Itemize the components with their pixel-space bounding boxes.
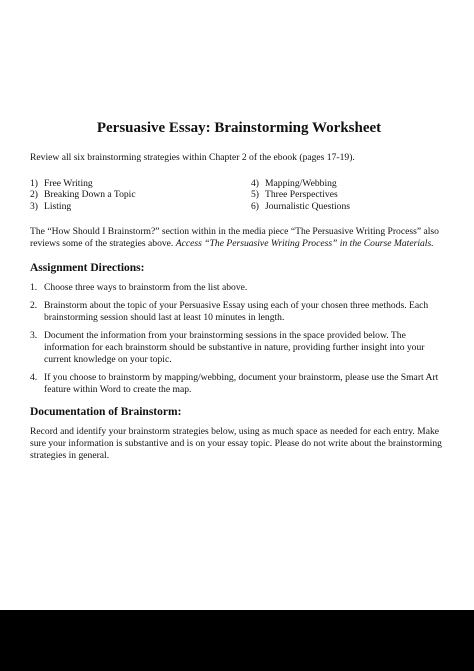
strategy-number: 2) [30, 189, 38, 201]
strategy-number: 5) [251, 189, 259, 201]
documentation-heading: Documentation of Brainstorm: [30, 405, 182, 418]
assignment-heading: Assignment Directions: [30, 261, 145, 274]
strategy-number: 1) [30, 178, 38, 189]
assignment-item [30, 330, 448, 366]
strategy-item [251, 178, 441, 189]
strategy-list [30, 178, 448, 212]
strategy-column-left [30, 178, 251, 212]
assignment-item [30, 300, 448, 324]
strategy-label: Listing [44, 200, 72, 212]
assignment-list [30, 282, 448, 396]
media-paragraph-text: The “How Should I Brainstorm?” section within in the media piece “The Persuasive Writing Process” also reviews some of the strategies above. [30, 225, 439, 249]
assignment-number: 1. [30, 281, 38, 293]
page-title: Persuasive Essay: Brainstorming Worksheet [96, 120, 382, 136]
strategy-item [30, 189, 251, 200]
strategy-item [30, 201, 251, 212]
assignment-number: 2. [30, 299, 38, 311]
strategy-label: Journalistic Questions [265, 200, 351, 212]
strategy-item [30, 178, 251, 189]
strategy-label: Three Perspectives [265, 189, 338, 201]
strategy-number: 3) [30, 200, 38, 212]
assignment-text: Brainstorm about the topic of your Persuasive Essay using each of your chosen three methods. Each brainstorming session should last at least 10 minutes in length. [44, 299, 429, 323]
documentation-text: Record and identify your brainstorm strategies below, using as much space as needed for each entry. Make sure your information is substantive and is on your essay topic. Please do not write about the brainstorming strategies in general. [30, 425, 442, 461]
document-content [30, 120, 448, 462]
assignment-item [30, 282, 448, 294]
strategy-item [251, 189, 441, 200]
intro-text: Review all six brainstorming strategies within Chapter 2 of the ebook (pages 17-19). [30, 152, 355, 163]
strategy-column-right [251, 178, 441, 212]
strategy-item [251, 201, 441, 212]
media-paragraph-italic: Access “The Persuasive Writing Process” in the Course Materials. [175, 237, 434, 249]
media-paragraph [30, 226, 448, 250]
assignment-number: 4. [30, 371, 38, 383]
strategy-label: Mapping/Webbing [265, 178, 337, 189]
assignment-text: Choose three ways to brainstorm from the list above. [44, 281, 248, 293]
strategy-number: 4) [251, 178, 259, 189]
viewer-bottom-bar [0, 610, 474, 671]
assignment-text: Document the information from your brainstorming sessions in the space provided below. The information for each brainstorm should be substantive in nature, providing further insight into your current knowledge on your topic. [44, 329, 425, 365]
assignment-item [30, 372, 448, 396]
strategy-label: Free Writing [44, 178, 93, 189]
strategy-label: Breaking Down a Topic [44, 189, 136, 201]
assignment-text: If you choose to brainstorm by mapping/webbing, document your brainstorm, please use the Smart Art feature within Word to create the map. [44, 371, 439, 395]
strategy-number: 6) [251, 200, 259, 212]
assignment-number: 3. [30, 329, 38, 341]
